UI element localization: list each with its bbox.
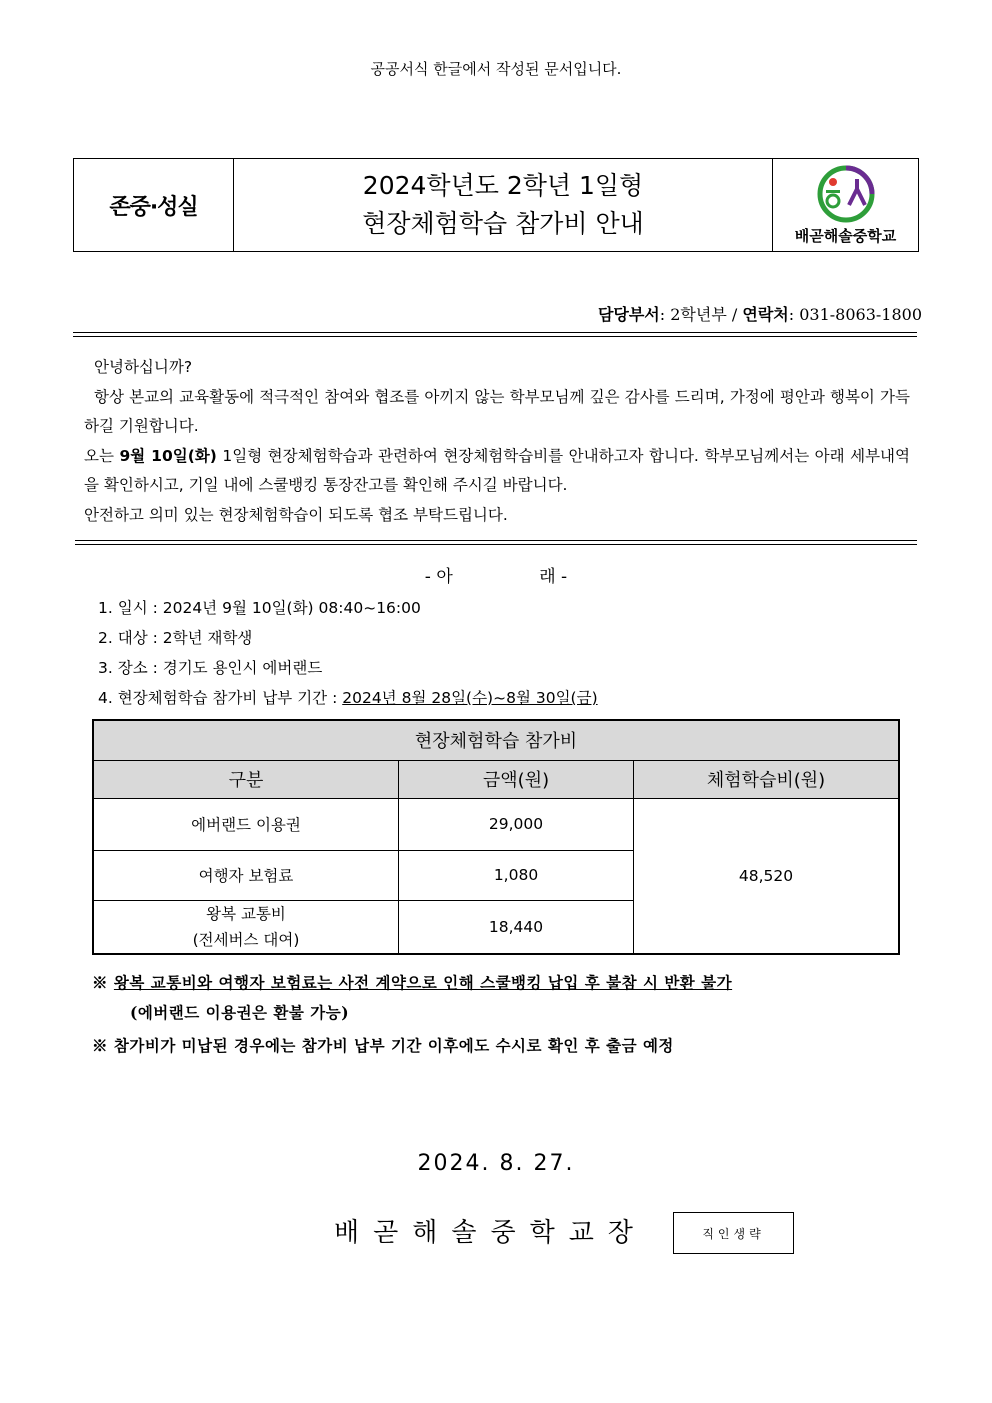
top-notice: 공공서식 한글에서 작성된 문서입니다. — [370, 60, 622, 78]
row-item — [93, 900, 399, 954]
header-amount: 금액(원) — [399, 760, 634, 798]
table-caption-row — [93, 720, 899, 760]
paragraph-2-pre: 오는 — [84, 446, 120, 465]
document-title-line1: 2024학년도 2학년 1일형 — [362, 171, 644, 200]
row-item-line1: 왕복 교통비 — [206, 904, 286, 923]
phone-value: : 031-8063-1800 — [788, 305, 922, 324]
divider-top — [73, 332, 917, 337]
total-amount: 48,520 — [634, 798, 900, 954]
note-refund-text: 왕복 교통비와 여행자 보험료는 사전 계약으로 인해 스쿨뱅킹 납입 후 불참 시 반환 불가 — [113, 973, 733, 992]
row-amount: 1,080 — [399, 850, 634, 900]
dept-label: 담당부서 — [597, 305, 660, 324]
paragraph-2-post: 1일형 현장체험학습과 관련하여 현장체험학습비를 안내하고자 합니다. 학부모님께서는 아래 세부내역을 확인하시고, 기일 내에 스쿨뱅킹 통장잔고를 확인해 주시길 바랍니다. — [84, 446, 911, 494]
paragraph-1: 항상 본교의 교육활동에 적극적인 참여와 협조를 아끼지 않는 학부모님께 깊은 감사를 드리며, 가정에 평안과 행복이 가득하길 기원합니다. — [84, 387, 910, 435]
document-header — [73, 158, 919, 252]
item-target: 2. 대상 : 2학년 재학생 — [98, 629, 253, 647]
item-location: 3. 장소 : 경기도 용인시 에버랜드 — [98, 659, 323, 677]
title-cell — [234, 159, 773, 251]
header-total: 체험학습비(원) — [634, 760, 900, 798]
greeting: 안녕하십니까? — [94, 358, 193, 376]
logo-cell — [773, 159, 918, 251]
letter-body — [84, 353, 910, 530]
phone-label: 연락처 — [742, 305, 789, 324]
school-logo-name: 배곧해솔중학교 — [794, 226, 897, 245]
payment-period-label: 4. 현장체험학습 참가비 납부 기간 : — [98, 689, 343, 707]
contact-info — [598, 302, 922, 325]
document-title-line2: 현장체험학습 참가비 안내 — [362, 209, 644, 238]
fee-table — [92, 719, 900, 955]
seal-text: 직인생략 — [702, 1226, 765, 1241]
payment-period-dates: 2024년 8월 28일(수)~8월 30일(금) — [342, 689, 598, 707]
note-unpaid: ※ 참가비가 미납된 경우에는 참가비 납부 기간 이후에도 수시로 확인 후 출금 예정 — [92, 1036, 674, 1055]
table-row — [93, 798, 899, 850]
item-schedule: 1. 일시 : 2024년 9월 10일(화) 08:40~16:00 — [98, 599, 421, 617]
note-refund-sub: (에버랜드 이용권은 환불 가능) — [130, 1003, 350, 1022]
below-heading: - 아 래 - — [424, 567, 568, 587]
school-motto: 존중·성실 — [109, 194, 198, 220]
note-refund — [92, 971, 922, 993]
table-caption: 현장체험학습 참가비 — [93, 720, 899, 760]
row-item-line2: (전세버스 대여) — [192, 930, 300, 949]
divider-bottom — [75, 540, 917, 545]
motto-cell — [74, 159, 234, 251]
principal-signature: 배곧해솔중학교장 — [334, 1218, 647, 1248]
paragraph-3: 안전하고 의미 있는 현장체험학습이 되도록 협조 부탁드립니다. — [84, 505, 508, 524]
row-item: 에버랜드 이용권 — [93, 798, 399, 850]
seal-omitted-box — [673, 1212, 794, 1254]
row-amount: 29,000 — [399, 798, 634, 850]
paragraph-2 — [84, 442, 910, 501]
document-date: 2024. 8. 27. — [417, 1151, 575, 1176]
row-item: 여행자 보험료 — [93, 850, 399, 900]
header-category: 구분 — [93, 760, 399, 798]
row-amount: 18,440 — [399, 900, 634, 954]
school-logo-icon — [811, 165, 881, 223]
event-date-bold: 9월 10일(화) — [119, 446, 217, 465]
item-payment-period — [98, 686, 598, 708]
dept-value: : 2학년부 / — [659, 305, 743, 324]
note-mark: ※ — [92, 973, 114, 992]
table-header-row — [93, 760, 899, 798]
